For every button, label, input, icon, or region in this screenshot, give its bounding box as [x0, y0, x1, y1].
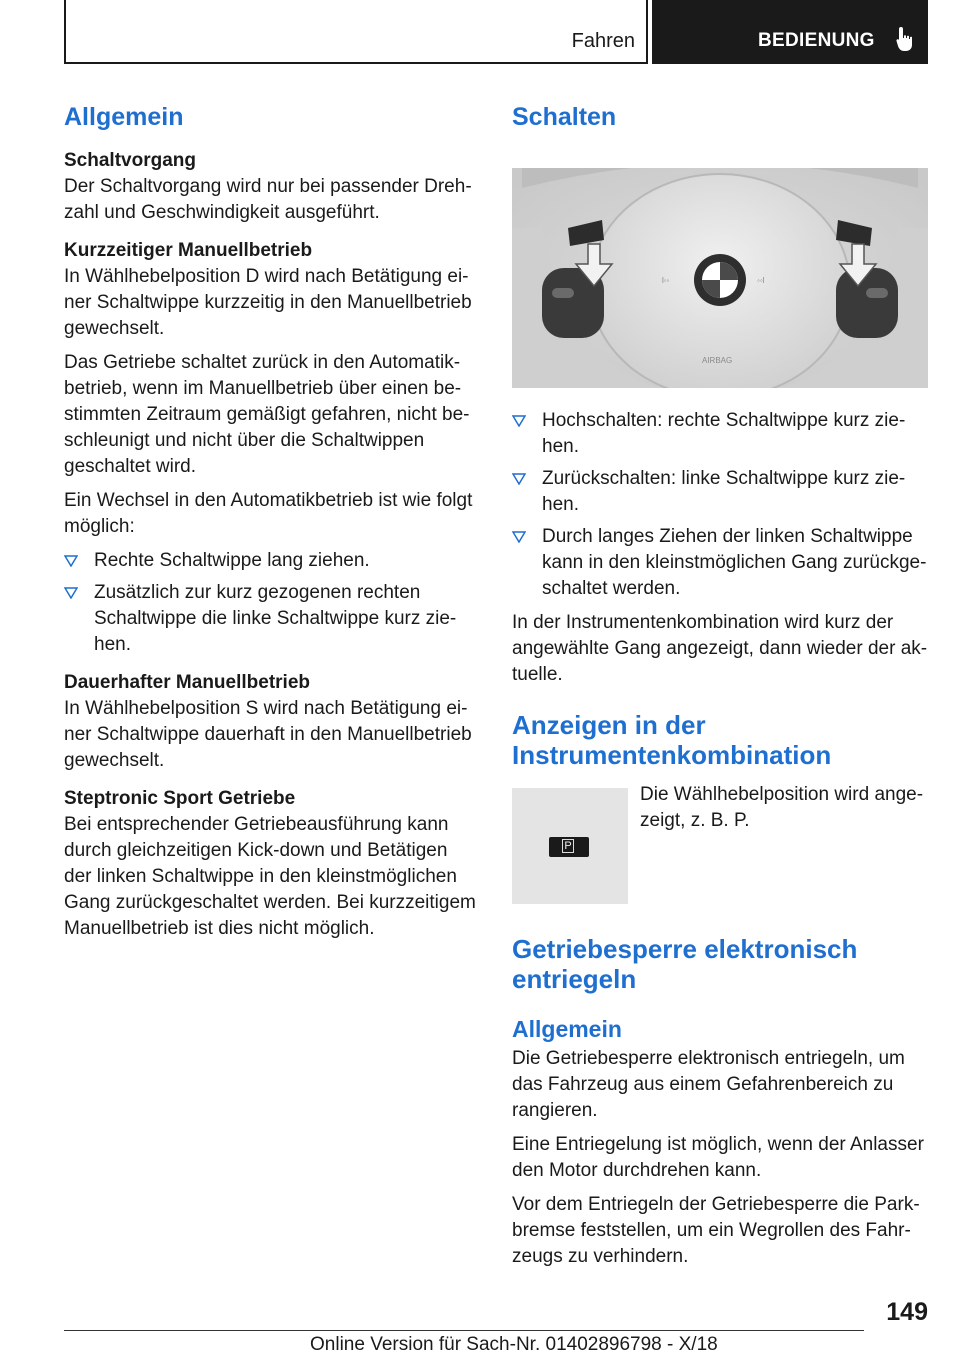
header-frame — [64, 0, 648, 64]
paragraph: Der Schaltvorgang wird nur bei passender Dreh- zahl und Geschwindigkeit ausgeführt. — [64, 176, 472, 223]
right-heading: Schalten — [512, 103, 617, 131]
svg-text:◦◦l: ◦◦l — [757, 276, 765, 285]
right-column — [512, 100, 928, 1278]
paragraph: Ein Wechsel in den Automatikbetrieb ist wie folgt möglich: — [64, 490, 473, 537]
bullet-list — [64, 548, 479, 658]
instrument-display-illustration — [512, 788, 628, 904]
pointing-hand-icon — [896, 26, 916, 52]
paragraph: Bei entsprechender Getriebeausführung kann durch gleichzeitigen Kick-down und Betätigen der linken Schaltwippe in den kleinstmöglichen Gang zurückgeschaltet werden. Bei kurzzeitigem Manuellbetrieb ist dies nicht möglich. — [64, 814, 476, 939]
paragraph: Das Getriebe schaltet zurück in den Automatik- betrieb, wenn im Manuellbetrieb über einen be- stimmten Zeitraum gemäßigt gefahren, nicht be- schleunigt und nicht über die Schaltwippen geschaltet wird. — [64, 352, 470, 477]
chapter-tab — [652, 0, 928, 64]
subheading-allgemein: Allgemein — [512, 1016, 622, 1042]
triangle-bullet-icon — [64, 587, 78, 599]
paragraph: Eine Entriegelung ist möglich, wenn der Anlasser den Motor durchdrehen kann. — [512, 1134, 924, 1181]
heading-getriebesperre: Getriebesperre elektronisch entriegeln — [512, 934, 858, 994]
subheading: Kurzzeitiger Manuellbetrieb — [64, 240, 313, 261]
triangle-bullet-icon — [512, 473, 526, 485]
list-item: Rechte Schaltwippe lang ziehen. — [64, 548, 479, 574]
heading-anzeigen: Anzeigen in der Instrumentenkombination — [512, 710, 832, 770]
triangle-bullet-icon — [512, 415, 526, 427]
gear-letter: P — [562, 839, 574, 853]
display-row — [512, 782, 928, 904]
paragraph: In Wählhebelposition D wird nach Betätigung ei- ner Schaltwippe kurzzeitig in den Manuellbetrieb gewechselt. — [64, 266, 472, 339]
paragraph: In Wählhebelposition S wird nach Betätigung ei- ner Schaltwippe dauerhaft in den Manuellbetrieb gewechselt. — [64, 698, 472, 771]
page-number: 149 — [886, 1298, 928, 1326]
subheading: Dauerhafter Manuellbetrieb — [64, 672, 310, 693]
chapter-label: BEDIENUNG — [758, 30, 875, 51]
bullet-list — [512, 408, 928, 602]
footer-text: Online Version für Sach-Nr. 01402896798 - X/18 — [310, 1334, 718, 1355]
paragraph: Vor dem Entriegeln der Getriebesperre die Park- bremse feststellen, um ein Wegrollen des Fahr- zeugs zu verhindern. — [512, 1194, 920, 1267]
left-column — [64, 100, 479, 954]
gear-indicator — [549, 837, 589, 857]
list-item: Zurückschalten: linke Schaltwippe kurz zie- hen. — [512, 466, 928, 518]
subheading: Schaltvorgang — [64, 150, 196, 171]
steering-wheel-illustration — [512, 168, 928, 388]
footer-divider — [64, 1330, 864, 1331]
triangle-bullet-icon — [512, 531, 526, 543]
steering-wheel-drawing — [512, 168, 928, 388]
paragraph: Die Getriebesperre elektronisch entriegeln, um das Fahrzeug aus einem Gefahrenbereich zu rangieren. — [512, 1048, 905, 1121]
svg-text:l◦◦: l◦◦ — [662, 276, 670, 285]
airbag-label: AIRBAG — [702, 356, 733, 365]
section-title: Fahren — [571, 30, 635, 52]
section-steptronic-sport — [64, 786, 479, 942]
list-item: Hochschalten: rechte Schaltwippe kurz zie- hen. — [512, 408, 928, 460]
left-heading: Allgemein — [64, 103, 184, 131]
list-item: Durch langes Ziehen der linken Schaltwippe kann in den kleinstmöglichen Gang zurückge- schaltet werden. — [512, 524, 928, 602]
paragraph: Die Wählhebelposition wird ange- zeigt, z. B. P. — [640, 784, 924, 831]
subheading: Steptronic Sport Getriebe — [64, 788, 296, 809]
list-item: Zusätzlich zur kurz gezogenen rechten Schaltwippe die linke Schaltwippe kurz zie- hen. — [64, 580, 479, 658]
paragraph: In der Instrumentenkombination wird kurz der angewählte Gang angezeigt, dann wieder der ak- tuelle. — [512, 612, 928, 685]
section-dauerhafter-manuellbetrieb — [64, 670, 479, 774]
section-schaltvorgang — [64, 148, 479, 226]
triangle-bullet-icon — [64, 555, 78, 567]
section-kurzzeitiger-manuellbetrieb — [64, 238, 479, 658]
